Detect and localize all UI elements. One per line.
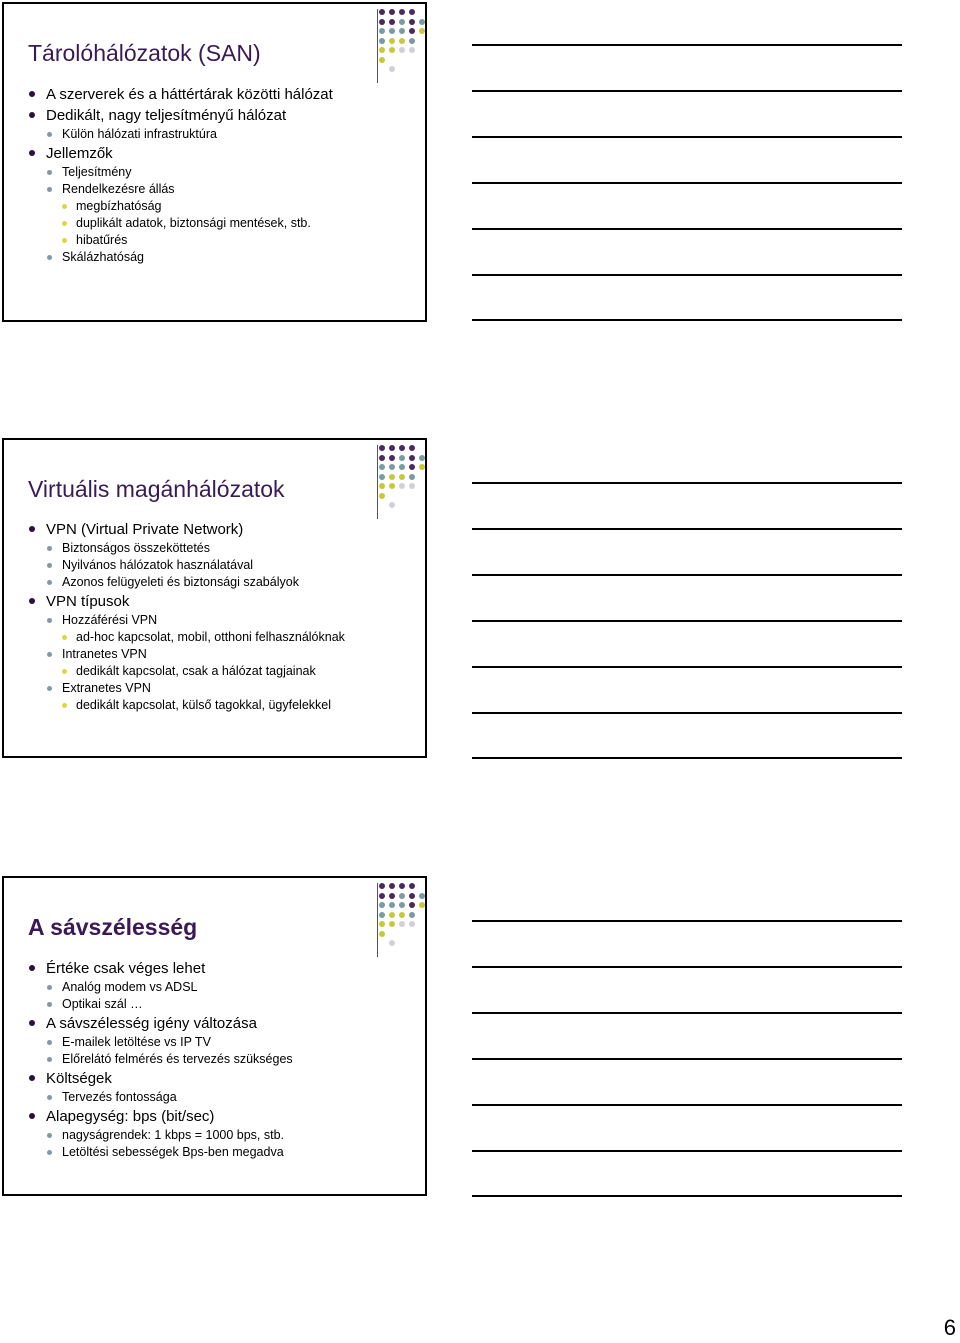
bullet-item-level-2: [28, 126, 333, 143]
bullet-item-level-3: [28, 663, 345, 680]
decorative-dot: [379, 931, 385, 937]
decorative-dot: [419, 19, 425, 25]
bullet-icon: [47, 1040, 52, 1045]
note-line: [472, 182, 902, 184]
note-line: [472, 620, 902, 622]
decorative-dot: [409, 445, 415, 451]
decorative-dot: [389, 28, 395, 34]
decorative-dot: [389, 445, 395, 451]
bullet-icon: [47, 652, 52, 657]
bullet-text: Skálázhatóság: [62, 250, 145, 264]
decorative-dot: [379, 47, 385, 53]
bullet-icon: [62, 635, 67, 640]
decorative-dot: [409, 883, 415, 889]
decorative-dot: [399, 921, 405, 927]
bullet-text: Hozzáférési VPN: [62, 613, 158, 627]
decorative-dot: [379, 38, 385, 44]
decorative-dot: [379, 502, 385, 508]
decorative-dot: [399, 38, 405, 44]
bullet-item-level-1: [28, 1068, 293, 1089]
bullet-item-level-2: [28, 646, 345, 663]
bullet-item-level-2: [28, 249, 333, 266]
decorative-dot: [409, 66, 415, 72]
bullet-icon: [29, 965, 35, 971]
bullet-text: Értéke csak véges lehet: [46, 960, 206, 977]
decorative-dot: [389, 47, 395, 53]
decorative-dot: [419, 47, 425, 53]
bullet-item-level-2: [28, 996, 293, 1013]
divider-line: [377, 445, 378, 519]
slide-2: [2, 438, 427, 758]
bullet-icon: [29, 150, 35, 156]
slide-title: Virtuális magánhálózatok: [28, 476, 285, 502]
decorative-dot: [389, 912, 395, 918]
bullet-text: Költségek: [46, 1070, 112, 1087]
bullet-item-level-3: [28, 198, 333, 215]
bullet-text: Külön hálózati infrastruktúra: [62, 127, 217, 141]
note-line: [472, 136, 902, 138]
decorative-dot: [389, 940, 395, 946]
bullet-text: A sávszélesség igény változása: [46, 1015, 257, 1032]
bullet-item-level-2: [28, 1144, 293, 1161]
decorative-dot: [409, 28, 415, 34]
slide-3: [2, 876, 427, 1196]
decorative-dot: [389, 38, 395, 44]
bullet-item-level-1: [28, 591, 345, 612]
decorative-dot: [399, 464, 405, 470]
note-line: [472, 666, 902, 668]
bullet-list: [28, 84, 333, 266]
bullet-icon: [47, 1133, 52, 1138]
bullet-icon: [47, 255, 52, 260]
decorative-dot: [399, 455, 405, 461]
bullet-icon: [47, 618, 52, 623]
bullet-text: Letöltési sebességek Bps-ben megadva: [62, 1145, 284, 1159]
bullet-text: Nyilvános hálózatok használatával: [62, 558, 254, 572]
decorative-dot: [419, 902, 425, 908]
bullet-text: hibatűrés: [76, 233, 128, 247]
slide-title: A sávszélesség: [28, 914, 198, 940]
bullet-item-level-2: [28, 1034, 293, 1051]
decorative-dot: [409, 912, 415, 918]
decorative-dot: [409, 464, 415, 470]
slide-title: Tárolóhálózatok (SAN): [28, 40, 261, 66]
decorative-dot: [379, 57, 385, 63]
divider-line: [377, 883, 378, 957]
decorative-dot: [419, 38, 425, 44]
decorative-dot: [409, 902, 415, 908]
decorative-dot: [409, 940, 415, 946]
bullet-text: ad-hoc kapcsolat, mobil, otthoni felhasználóknak: [76, 630, 345, 644]
bullet-text: Optikai szál …: [62, 997, 143, 1011]
bullet-item-level-2: [28, 540, 345, 557]
bullet-text: Intranetes VPN: [62, 647, 147, 661]
decorative-dot: [419, 940, 425, 946]
decorative-dot: [399, 493, 405, 499]
decorative-dot-grid: [379, 883, 429, 950]
bullet-item-level-1: [28, 105, 333, 126]
bullet-text: VPN (Virtual Private Network): [46, 521, 244, 538]
decorative-dot: [389, 893, 395, 899]
decorative-dot: [409, 19, 415, 25]
bullet-item-level-3: [28, 232, 333, 249]
bullet-text: E-mailek letöltése vs IP TV: [62, 1035, 211, 1049]
decorative-dot: [409, 893, 415, 899]
note-line: [472, 1058, 902, 1060]
decorative-dot: [379, 9, 385, 15]
decorative-dot: [409, 9, 415, 15]
decorative-dot: [379, 28, 385, 34]
decorative-dot: [389, 474, 395, 480]
bullet-item-level-1: [28, 958, 293, 979]
bullet-item-level-3: [28, 697, 345, 714]
bullet-list: [28, 519, 345, 714]
page-number: 6: [943, 1315, 956, 1340]
slide-1: [2, 2, 427, 322]
decorative-dot: [399, 445, 405, 451]
bullet-item-level-3: [28, 215, 333, 232]
decorative-dot: [399, 57, 405, 63]
note-line: [472, 712, 902, 714]
decorative-dot: [379, 493, 385, 499]
decorative-dot: [389, 931, 395, 937]
bullet-item-level-2: [28, 557, 345, 574]
decorative-dot: [419, 921, 425, 927]
bullet-text: Biztonságos összeköttetés: [62, 541, 210, 555]
decorative-dot: [419, 28, 425, 34]
bullet-icon: [47, 1150, 52, 1155]
note-line: [472, 966, 902, 968]
note-line: [472, 44, 902, 46]
decorative-dot: [399, 912, 405, 918]
note-line: [472, 228, 902, 230]
note-line: [472, 920, 902, 922]
bullet-icon: [47, 686, 52, 691]
decorative-dot: [419, 931, 425, 937]
decorative-dot: [379, 902, 385, 908]
bullet-icon: [29, 526, 35, 532]
decorative-dot: [409, 474, 415, 480]
decorative-dot: [409, 47, 415, 53]
bullet-icon: [29, 1075, 35, 1081]
bullet-icon: [47, 132, 52, 137]
bullet-icon: [47, 1002, 52, 1007]
decorative-dot: [399, 47, 405, 53]
decorative-dot: [389, 57, 395, 63]
decorative-dot-grid: [379, 9, 429, 76]
bullet-icon: [47, 1057, 52, 1062]
decorative-dot: [379, 883, 385, 889]
decorative-dot: [409, 38, 415, 44]
bullet-item-level-2: [28, 1051, 293, 1068]
bullet-text: Rendelkezésre állás: [62, 182, 175, 196]
bullet-item-level-2: [28, 574, 345, 591]
decorative-dot: [399, 9, 405, 15]
decorative-dot: [419, 57, 425, 63]
decorative-dot: [399, 902, 405, 908]
decorative-dot: [389, 19, 395, 25]
decorative-dot: [399, 931, 405, 937]
decorative-dot: [419, 893, 425, 899]
decorative-dot-grid: [379, 445, 429, 512]
bullet-icon: [29, 598, 35, 604]
decorative-dot: [379, 455, 385, 461]
decorative-dot: [379, 464, 385, 470]
bullet-item-level-2: [28, 1089, 293, 1106]
bullet-text: Előrelátó felmérés és tervezés szükséges: [62, 1052, 293, 1066]
bullet-icon: [29, 1113, 35, 1119]
bullet-item-level-2: [28, 181, 333, 198]
decorative-dot: [419, 464, 425, 470]
note-line: [472, 1104, 902, 1106]
bullet-icon: [47, 985, 52, 990]
decorative-dot: [409, 502, 415, 508]
decorative-dot: [419, 502, 425, 508]
decorative-dot: [419, 483, 425, 489]
bullet-text: Jellemzők: [46, 145, 113, 162]
note-line: [472, 482, 902, 484]
bullet-text: VPN típusok: [46, 593, 130, 610]
bullet-icon: [47, 546, 52, 551]
bullet-icon: [47, 187, 52, 192]
decorative-dot: [419, 493, 425, 499]
bullet-text: dedikált kapcsolat, csak a hálózat tagjainak: [76, 664, 316, 678]
decorative-dot: [389, 455, 395, 461]
decorative-dot: [419, 883, 425, 889]
bullet-item-level-1: [28, 519, 345, 540]
bullet-text: Dedikált, nagy teljesítményű hálózat: [46, 107, 287, 124]
decorative-dot: [399, 502, 405, 508]
decorative-dot: [399, 474, 405, 480]
bullet-icon: [62, 221, 67, 226]
decorative-dot: [419, 455, 425, 461]
bullet-text: dedikált kapcsolat, külső tagokkal, ügyfelekkel: [76, 698, 332, 712]
decorative-dot: [379, 66, 385, 72]
bullet-text: A szerverek és a háttértárak közötti hálózat: [46, 86, 333, 103]
bullet-item-level-1: [28, 84, 333, 105]
note-line: [472, 274, 902, 276]
decorative-dot: [419, 474, 425, 480]
decorative-dot: [379, 912, 385, 918]
decorative-dot: [409, 455, 415, 461]
bullet-item-level-1: [28, 1013, 293, 1034]
decorative-dot: [389, 483, 395, 489]
bullet-text: nagyságrendek: 1 kbps = 1000 bps, stb.: [62, 1128, 285, 1142]
note-line: [472, 1195, 902, 1197]
bullet-icon: [47, 170, 52, 175]
bullet-text: Azonos felügyeleti és biztonsági szabályok: [62, 575, 299, 589]
bullet-text: duplikált adatok, biztonsági mentések, stb.: [76, 216, 311, 230]
decorative-dot: [389, 502, 395, 508]
decorative-dot: [399, 893, 405, 899]
bullet-item-level-3: [28, 629, 345, 646]
bullet-text: Analóg modem vs ADSL: [62, 980, 198, 994]
decorative-dot: [399, 19, 405, 25]
bullet-icon: [62, 669, 67, 674]
decorative-dot: [389, 493, 395, 499]
bullet-icon: [47, 580, 52, 585]
decorative-dot: [379, 19, 385, 25]
decorative-dot: [399, 940, 405, 946]
bullet-icon: [47, 563, 52, 568]
decorative-dot: [399, 483, 405, 489]
bullet-text: Alapegység: bps (bit/sec): [46, 1108, 215, 1125]
bullet-icon: [62, 703, 67, 708]
decorative-dot: [389, 902, 395, 908]
decorative-dot: [389, 883, 395, 889]
decorative-dot: [419, 912, 425, 918]
bullet-icon: [62, 238, 67, 243]
decorative-dot: [389, 464, 395, 470]
decorative-dot: [389, 9, 395, 15]
bullet-item-level-1: [28, 1106, 293, 1127]
bullet-text: Teljesítmény: [62, 165, 132, 179]
bullet-list: [28, 958, 293, 1161]
bullet-text: Extranetes VPN: [62, 681, 151, 695]
bullet-icon: [29, 112, 35, 118]
decorative-dot: [379, 893, 385, 899]
decorative-dot: [379, 474, 385, 480]
decorative-dot: [419, 9, 425, 15]
decorative-dot: [409, 931, 415, 937]
note-line: [472, 1012, 902, 1014]
bullet-text: megbízhatóság: [76, 199, 162, 213]
bullet-item-level-2: [28, 1127, 293, 1144]
decorative-dot: [419, 445, 425, 451]
divider-line: [377, 9, 378, 83]
decorative-dot: [399, 28, 405, 34]
decorative-dot: [389, 921, 395, 927]
decorative-dot: [379, 921, 385, 927]
note-line: [472, 574, 902, 576]
bullet-icon: [62, 204, 67, 209]
bullet-icon: [29, 1020, 35, 1026]
decorative-dot: [399, 66, 405, 72]
decorative-dot: [409, 483, 415, 489]
decorative-dot: [379, 940, 385, 946]
bullet-item-level-2: [28, 680, 345, 697]
decorative-dot: [389, 66, 395, 72]
bullet-item-level-2: [28, 612, 345, 629]
bullet-text: Tervezés fontossága: [62, 1090, 177, 1104]
decorative-dot: [379, 483, 385, 489]
decorative-dot: [409, 57, 415, 63]
decorative-dot: [419, 66, 425, 72]
bullet-item-level-1: [28, 143, 333, 164]
note-line: [472, 1150, 902, 1152]
bullet-icon: [47, 1095, 52, 1100]
decorative-dot: [399, 883, 405, 889]
decorative-dot: [379, 445, 385, 451]
note-line: [472, 528, 902, 530]
decorative-dot: [409, 921, 415, 927]
bullet-item-level-2: [28, 164, 333, 181]
bullet-icon: [29, 91, 35, 97]
note-line: [472, 319, 902, 321]
bullet-item-level-2: [28, 979, 293, 996]
note-line: [472, 757, 902, 759]
decorative-dot: [409, 493, 415, 499]
note-line: [472, 90, 902, 92]
